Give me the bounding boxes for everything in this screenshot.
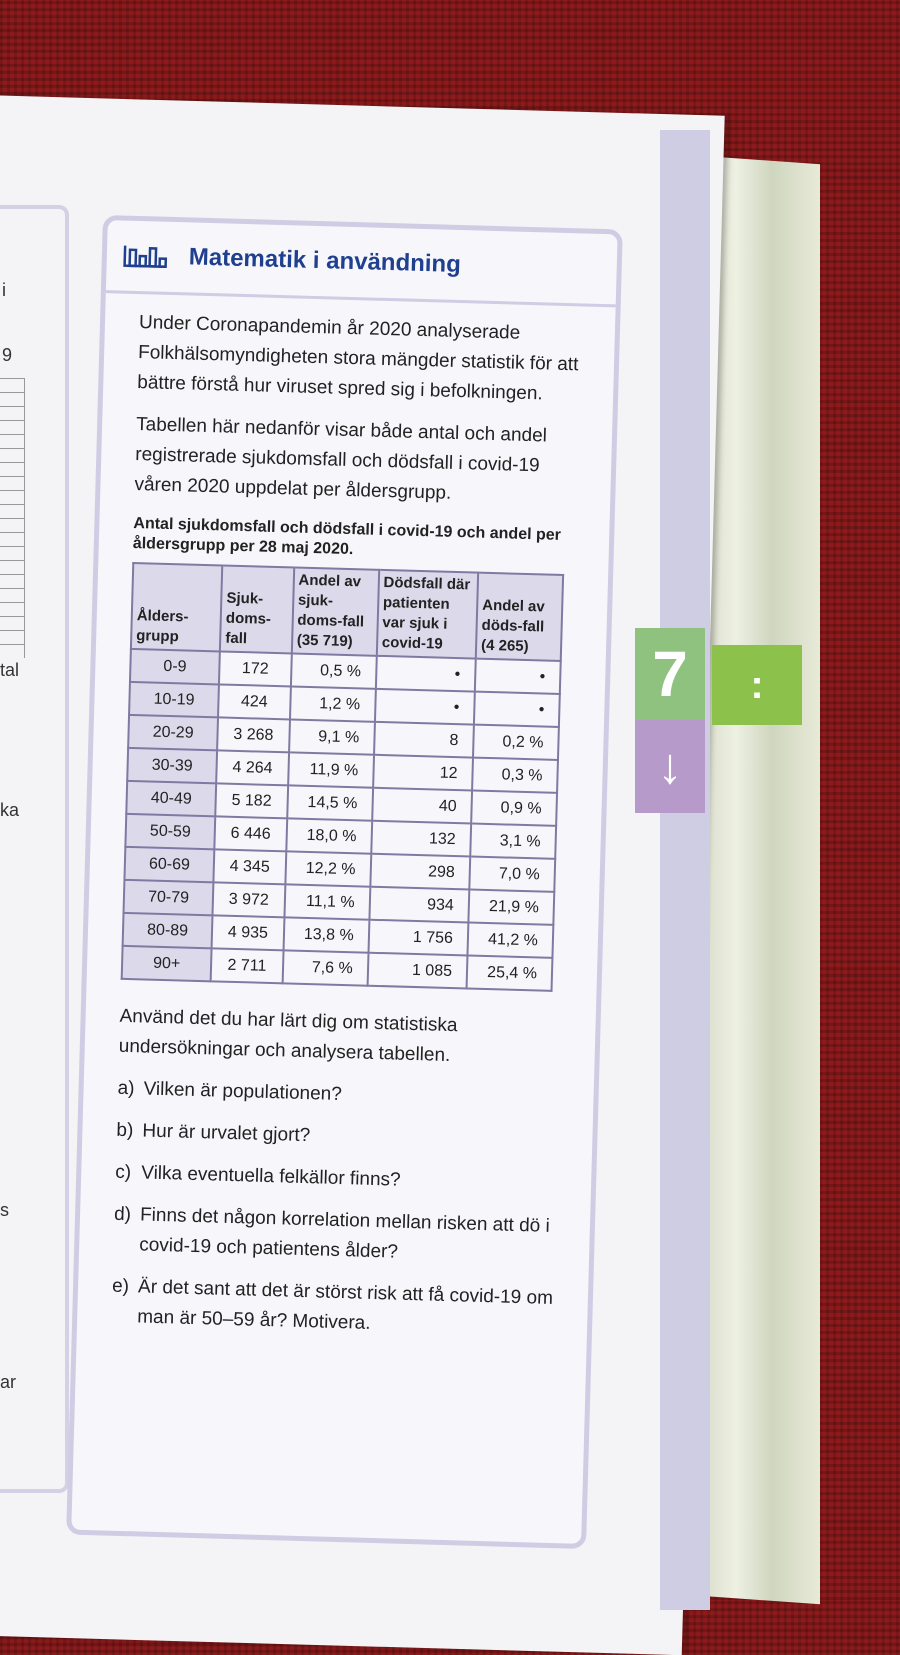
question-text: Vilken är populationen? (143, 1078, 343, 1106)
col-header-death-share: Andel av döds-fall (4 265) (476, 573, 563, 661)
col-header-age-group: Ålders-grupp (131, 563, 223, 651)
cell-case-share: 18,0 % (286, 818, 372, 853)
question-letter: c) (114, 1161, 132, 1184)
cell-death-share: 0,3 % (472, 758, 558, 793)
cell-cases: 5 182 (215, 783, 287, 818)
cell-death-share: • (475, 659, 561, 694)
question-text: Hur är urvalet gjort? (142, 1120, 311, 1147)
cell-deaths: 12 (373, 755, 473, 791)
book-page-edges (700, 156, 820, 1604)
cell-death-share: 7,0 % (469, 857, 555, 892)
cell-deaths: • (376, 656, 476, 692)
cell-age-group: 90+ (122, 946, 212, 981)
cell-deaths: • (375, 689, 475, 725)
cell-deaths: 40 (372, 788, 472, 824)
cell-age-group: 0-9 (130, 649, 220, 684)
cell-case-share: 12,2 % (285, 851, 371, 886)
cell-age-group: 70-79 (124, 880, 214, 915)
question-text: Vilka eventuella felkällor finns? (140, 1162, 401, 1191)
prev-fragment-4: ka (0, 800, 20, 820)
cell-cases: 4 264 (216, 750, 288, 785)
cell-deaths: 934 (369, 887, 469, 923)
cell-age-group: 50-59 (125, 814, 215, 849)
question-letter: a) (117, 1077, 135, 1100)
question-letter: d) (113, 1203, 132, 1226)
question-letter: e) (111, 1275, 130, 1298)
cell-cases: 4 345 (214, 849, 286, 884)
cell-death-share: 0,9 % (471, 791, 557, 826)
chapter-tab (635, 628, 705, 813)
question-item (113, 1200, 561, 1272)
box-title: Matematik i användning (188, 243, 462, 279)
question-item (117, 1074, 564, 1116)
table-header-row (131, 563, 563, 661)
chapter-number: 7 (635, 628, 705, 720)
cell-case-share: 0,5 % (291, 653, 377, 688)
bar-chart-icon (123, 244, 170, 269)
cell-cases: 6 446 (214, 816, 286, 851)
cell-case-share: 1,2 % (290, 686, 376, 721)
cell-age-group: 60-69 (124, 847, 214, 882)
prev-fragment-5: s (0, 1200, 9, 1220)
edge-tab: : (712, 645, 802, 725)
question-text: Är det sant att det är störst risk att få covid-19 om man är 50–59 år? Motivera. (136, 1276, 554, 1334)
intro-paragraph: Under Coronapandemin år 2020 analyserade Folkhälsomyndigheten stora mängder statistik för att bättre förstå hur viruset spred sig i befolkningen. (137, 312, 579, 405)
cell-case-share: 11,1 % (284, 884, 370, 919)
cell-death-share: 0,2 % (473, 725, 559, 760)
covid-table (121, 562, 565, 992)
prev-fragment-3: tal (0, 660, 20, 680)
col-header-cases: Sjuk-doms-fall (220, 565, 294, 653)
page-margin-strip (660, 130, 710, 1610)
cell-age-group: 30-39 (127, 748, 217, 783)
question-list (111, 1074, 564, 1344)
question-letter: b) (116, 1119, 134, 1142)
instruction-text: Använd det du har lärt dig om statistiska undersökningar och analysera tabellen. (118, 1005, 458, 1067)
down-arrow-icon: ↓ (635, 720, 705, 813)
cell-deaths: 132 (371, 821, 471, 857)
cell-cases: 2 711 (211, 948, 283, 983)
question-item (111, 1272, 559, 1344)
cell-death-share: 3,1 % (470, 824, 556, 859)
question-item (115, 1158, 562, 1200)
cell-case-share: 11,9 % (288, 752, 374, 787)
cell-cases: 3 972 (213, 882, 285, 917)
cell-death-share: 25,4 % (467, 955, 553, 990)
col-header-deaths: Dödsfall där patienten var sjuk i covid-19 (376, 570, 478, 659)
table-body (122, 649, 561, 991)
cell-age-group: 80-89 (123, 913, 213, 948)
cell-case-share: 7,6 % (282, 950, 368, 985)
cell-deaths: 1 085 (367, 953, 467, 989)
previous-table-fragment (0, 378, 25, 658)
cell-age-group: 10-19 (129, 682, 219, 717)
cell-cases: 172 (219, 651, 291, 686)
question-text: Finns det någon korrelation mellan risken att dö i covid-19 och patientens ålder? (138, 1204, 551, 1263)
table-intro-paragraph: Tabellen här nedanför visar både antal och andel registrerade sjukdomsfall och dödsfall i covid-19 våren 2020 uppdelat per åldersgrupp. (134, 414, 548, 504)
col-header-case-share: Andel av sjuk-doms-fall (35 719) (291, 567, 378, 655)
cell-cases: 4 935 (212, 915, 284, 950)
cell-death-share: 41,2 % (467, 922, 553, 957)
math-in-use-box (66, 215, 623, 1549)
prev-fragment-1: i (2, 280, 6, 300)
cell-deaths: 8 (374, 722, 474, 758)
cell-age-group: 40-49 (126, 781, 216, 816)
question-item (116, 1116, 563, 1158)
cell-death-share: 21,9 % (468, 889, 554, 924)
prev-fragment-2: 9 (2, 345, 13, 365)
cell-case-share: 9,1 % (289, 719, 375, 754)
cell-deaths: 1 756 (368, 920, 468, 956)
cell-case-share: 14,5 % (287, 785, 373, 820)
cell-death-share: • (474, 692, 560, 727)
cell-case-share: 13,8 % (283, 917, 369, 952)
cell-cases: 424 (218, 684, 290, 719)
prev-fragment-6: ar (0, 1372, 17, 1392)
cell-age-group: 20-29 (128, 715, 218, 750)
table-caption: Antal sjukdomsfall och dödsfall i covid-19 och andel per åldersgrupp per 28 maj 2020. (132, 514, 562, 559)
cell-deaths: 298 (370, 854, 470, 890)
cell-cases: 3 268 (217, 717, 289, 752)
